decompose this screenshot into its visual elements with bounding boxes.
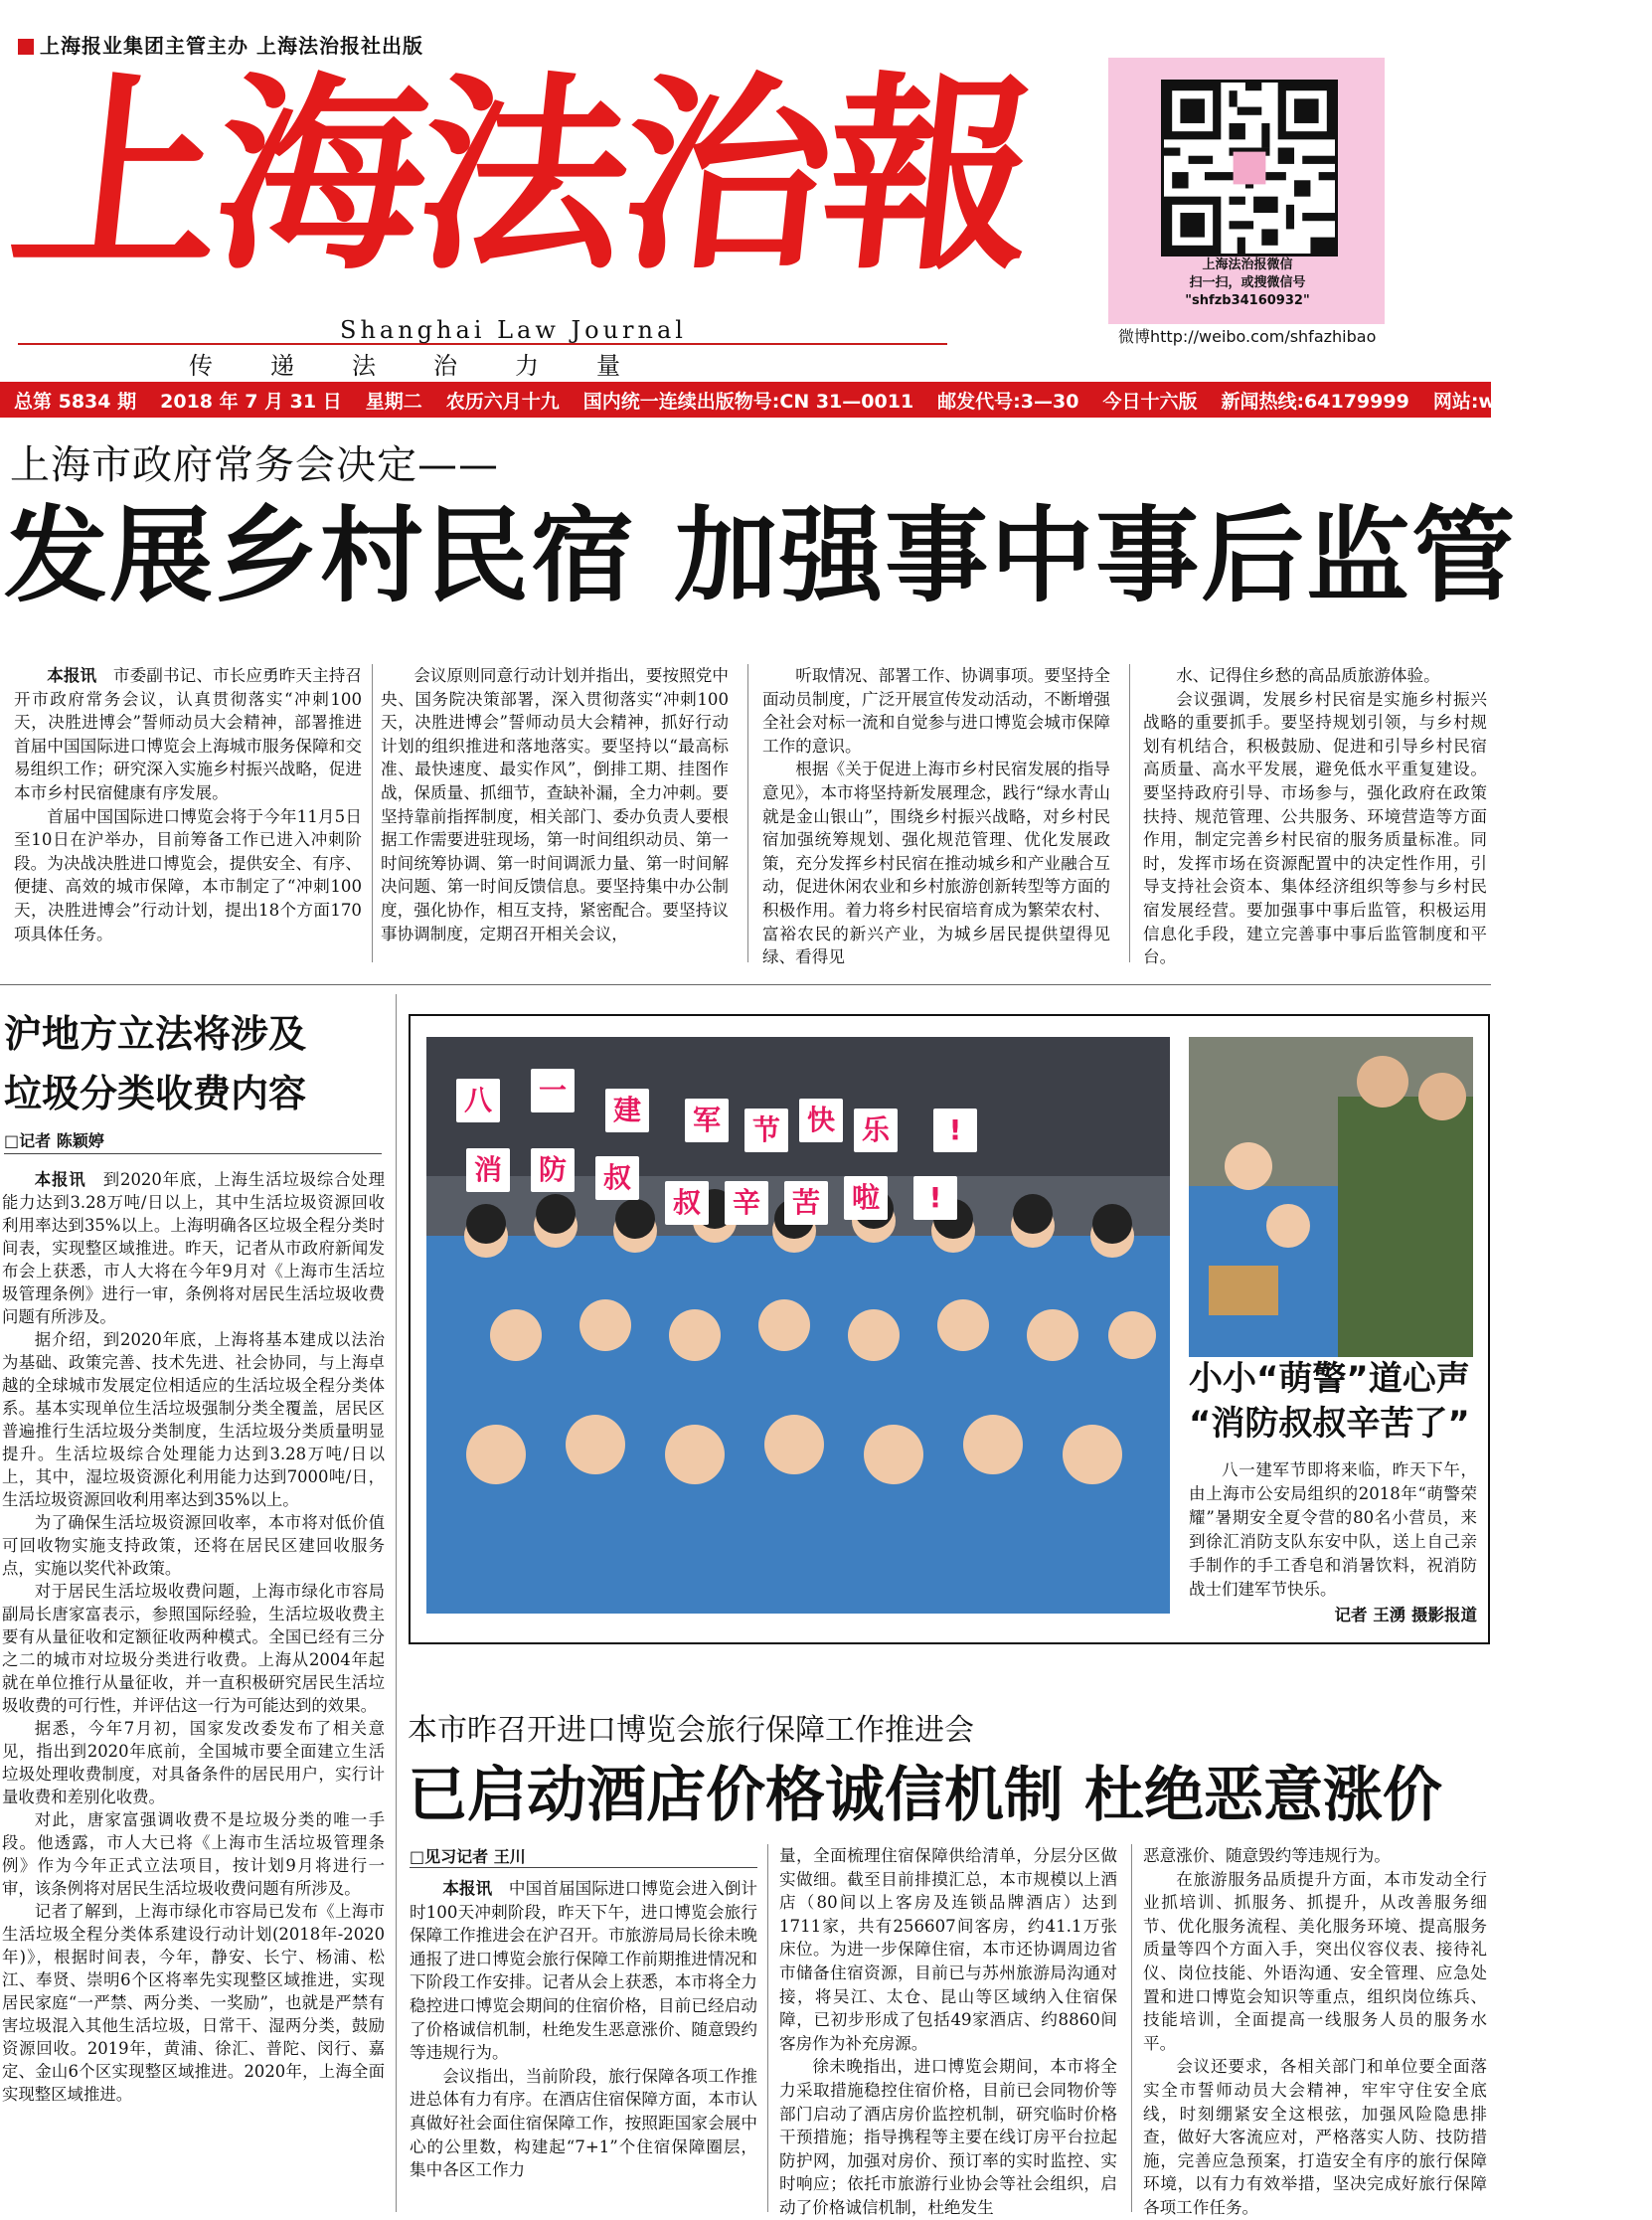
sign-card: 辛 xyxy=(725,1181,768,1225)
photo-caption-headline: 小小“萌警”道心声 “消防叔叔辛苦了” xyxy=(1189,1359,1470,1444)
story2-column-1: 本报讯 中国首届国际进口博览会进入倒计时100天冲刺阶段，昨天下午，进口博览会旅行保障工作推进会在沪召开。市旅游局局长徐未晚通报了进口博览会旅行保障工作前期推进情况和下阶段工作安排。记者从会上获悉，本市将全力稳控进口博览会期间的住宿价格，目前已经启动了价格诚信机制，杜绝发生恶意涨价、随意毁约等违规行为。 会议指出，当前阶段，旅行保障各项工作推进总体有力有序。在酒店住宿保障方面，本市认真做好社会面住宿保障工作，按照距国家会展中心的公里数，构建起“7+1”个住宿保障圈层，集中各区工作力 xyxy=(410,1879,758,2180)
qr-code-icon[interactable] xyxy=(1161,80,1338,256)
sign-card: ! xyxy=(913,1176,957,1220)
sign-card: 建 xyxy=(605,1089,649,1132)
byline-rule xyxy=(410,1867,757,1868)
byline-rule xyxy=(4,1153,382,1154)
masthead: 上海法治報 xyxy=(1,53,1042,298)
side-headline: 沪地方立法将涉及 垃圾分类收费内容 xyxy=(4,1012,307,1115)
sign-card: 消 xyxy=(466,1148,510,1192)
photo-caption-body: 八一建军节即将来临，昨天下午，由上海市公安局组织的2018年“萌警荣耀”暑期安全夏令营的80名小营员，来到徐汇消防支队东安中队，送上自己亲手制作的手工香皂和消暑饮料，祝消防战士们建军节快乐。 记者 王湧 摄影报道 xyxy=(1189,1458,1477,1627)
website[interactable]: 网站:www.jfdaily.com xyxy=(1432,390,1652,413)
cn-number: 国内统一连续出版物号:CN 31—0011 xyxy=(582,390,914,413)
column-rule xyxy=(1131,1844,1132,2212)
post-code: 邮发代号:3—30 xyxy=(937,390,1079,413)
story2-kicker: 本市昨召开进口博览会旅行保障工作推进会 xyxy=(408,1713,974,1748)
column-rule xyxy=(1129,664,1130,962)
story2-headline: 已启动酒店价格诚信机制 杜绝恶意涨价 xyxy=(408,1761,1442,1830)
story2-column-3: 恶意涨价、随意毁约等违规行为。 在旅游服务品质提升方面，本市发动全行业抓培训、抓服务、抓提升，从改善服务细节、优化服务流程、美化服务环境、提高服务质量等四个方面入手，突出仪容仪表、接待礼仪、岗位技能、外语沟通、安全管理、应急处置和进口博览会知识等重点，组织岗位练兵、技能培训，全面提高一线服务人员的服务水平。 会议还要求，各相关部门和单位要全面落实全市誓师动员大会精神，牢牢守住安全底线，时刻绷紧安全这根弦，加强风险隐患排查，做好大客流应对，严格落实人防、技防措施，完善应急预案，打造安全有序的旅行保障环境，以有力有效举措，坚决完成好旅行保障各项工作任务。 xyxy=(1143,1846,1487,2217)
lead-column-3: 听取情况、部署工作、协调事项。要坚持全面动员制度，广泛开展宣传发动活动，不断增强全社会对标一流和自觉参与进口博览会城市保障工作的意识。 根据《关于促进上海市乡村民宿发展的指导意见》，本市将坚持新发展理念，践行“绿水青山就是金山银山”，围绕乡村振兴战略，对乡村民宿加强统筹规划、强化规范管理、优化发展政策，充分发挥乡村民宿在推动城乡和产业融合互动，促进休闲农业和乡村旅游创新转型等方面的积极作用。着力将乡村民宿培育成为繁荣农村、富裕农民的新兴产业，为城乡居民提供望得见绿、看得见 xyxy=(762,666,1110,967)
sign-card: 一 xyxy=(531,1069,575,1112)
weekday: 星期二 xyxy=(365,390,422,413)
sign-card: 啦 xyxy=(844,1176,888,1220)
english-name: Shanghai Law Journal xyxy=(340,316,687,344)
publisher-line: 上海报业集团主管主办 上海法治报社出版 xyxy=(18,30,423,59)
issue-date: 2018 年 7 月 31 日 xyxy=(160,390,342,413)
qr-caption: 上海法治报微信 扫一扫，或搜微信号 "shfzb34160932" xyxy=(1185,257,1310,308)
sign-card: 乐 xyxy=(854,1109,898,1152)
section-divider xyxy=(0,984,1491,985)
lunar-date: 农历六月十九 xyxy=(445,390,560,413)
lead-column-4: 水、记得住乡愁的高品质旅游体验。 会议强调，发展乡村民宿是实施乡村振兴战略的重要抓手。要坚持规划引领，与乡村规划有机结合，积极鼓励、促进和引导乡村民宿高质量、高水平发展，避免低水平重复建设。要坚持政府引导、市场参与，强化政府在政策扶持、规范管理、公共服务、环境营造等方面作用，制定完善乡村民宿的服务质量标准。同时，发挥市场在资源配置中的决定性作用，引导支持社会资本、集体经济组织等参与乡村民宿发展经营。要加强事中事后监管，积极运用信息化手段，建立完善事中事后监管制度和平台。 xyxy=(1143,666,1487,967)
lead-column-1: 本报讯 市委副书记、市长应勇昨天主持召开市政府常务会议，认真贯彻落实“冲刺100天，决胜进博会”誓师动员大会精神，部署推进首届中国国际进口博览会上海城市服务保障和交易组织工作；研究深入实施乡村振兴战略，促进本市乡村民宿健康有序发展。 首届中国国际进口博览会将于今年11月5日至10日在沪举办，目前筹备工作已进入冲刺阶段。为决战决胜进口博览会，提供安全、有序、便捷、高效的城市保障，本市制定了“冲刺100天，决胜进博会”行动计划，提出18个方面170项具体任务。 xyxy=(14,666,363,943)
weibo-link[interactable]: 微博http://weibo.com/shfazhibao xyxy=(1118,327,1377,346)
issue-number: 总第 5834 期 xyxy=(14,390,137,413)
info-bar xyxy=(0,382,1652,418)
sign-card: 八 xyxy=(456,1079,500,1122)
lead-kicker: 上海市政府常务会决定—— xyxy=(10,442,499,488)
news-hotline: 新闻热线:64179999 xyxy=(1221,390,1409,413)
sign-card: 军 xyxy=(685,1099,729,1142)
motto: 传递法治力量 xyxy=(189,352,678,380)
story2-byline: □见习记者 王川 xyxy=(410,1847,526,1866)
lead-column-2: 会议原则同意行动计划并指出，要按照党中央、国务院决策部署，深入贯彻落实“冲刺100天，决胜进博会”誓师动员大会精神，抓好行动计划的组织推进和落地落实。要坚持以“最高标准、最快速度、最实作风”，倒排工期、挂图作战，保质量、抓细节，查缺补漏，全力冲刺。要坚持靠前指挥制度，相关部门、委办负责人要根据工作需要进驻现场，第一时间组织动员、第一时间统筹协调、第一时间调派力量、第一时间解决问题、第一时间反馈信息。要坚持集中办公制度，强化协作，相互支持，紧密配合。要坚持议事协调制度，定期召开相关会议， xyxy=(381,666,729,943)
photo-signs xyxy=(426,1037,1170,1236)
sign-card: 叔 xyxy=(595,1156,639,1200)
side-story-body: 本报讯 到2020年底，上海生活垃圾综合处理能力达到3.28万吨/日以上，其中生活垃圾资源回收利用率达到35%以上。上海明确各区垃圾全程分类时间表，实现整区域推进。昨天，记者从市政府新闻发布会上获悉，市人大将在今年9月对《上海市生活垃圾管理条例》进行一审，条例将对居民生活垃圾收费问题有所涉及。 据介绍，到2020年底，上海将基本建成以法治为基础、政策完善、技术先进、社会协同，与上海卓越的全球城市发展定位相适应的生活垃圾全程分类体系。基本实现单位生活垃圾强制分类全覆盖，居民区普遍推行生活垃圾分类制度，生活垃圾分类质量明显提升。生活垃圾综合处理能力达到3.28万吨/日以上，其中，湿垃圾资源化利用能力达到7000吨/日，生活垃圾资源回收利用率达到35%以上。 为了确保生活垃圾资源回收率，本市将对低价值可回收物实施支持政策，还将在居民区建回收服务点，实施以奖代补政策。 对于居民生活垃圾收费问题，上海市绿化市容局副局长唐家富表示，参照国际经验，生活垃圾收费主要有从量征收和定额征收两种模式。全国已经有三分之二的城市对垃圾分类进行收费。上海从2004年起就在单位推行从量征收，并一直积极研究居民生活垃圾收费的可行性，并评估这一行为可能达到的效果。 据悉，今年7月初，国家发改委发布了相关意见，指出到2020年底前，全国城市要全面建立生活垃圾处理收费制度，对具备条件的居民用户，实行计量收费和差别化收费。 对此，唐家富强调收费不是垃圾分类的唯一手段。他透露，市人大已将《上海市生活垃圾管理条例》作为今年正式立法项目，按计划9月将进行一审，该条例将对居民生活垃圾收费问题有所涉及。 记者了解到，上海市绿化市容局已发布《上海市生活垃圾全程分类体系建设行动计划(2018年-2020年)》，根据时间表，今年，静安、长宁、杨浦、松江、奉贤、崇明6个区将率先实现整区域推进，实现居民家庭“一严禁、两分类、一奖励”，也就是严禁有害垃圾混入其他生活垃圾，日常干、湿两分类，鼓励资源回收。2019年，黄浦、徐汇、普陀、闵行、嘉定、金山6个区实现整区域推进。2020年，上海全面实现整区域推进。 xyxy=(2,1170,385,2104)
column-rule xyxy=(396,994,397,2212)
page-count: 今日十六版 xyxy=(1102,390,1198,413)
lead-headline: 发展乡村民宿 加强事中事后监管 xyxy=(4,495,1518,616)
column-rule xyxy=(767,1844,768,2212)
sign-card: ! xyxy=(933,1109,977,1152)
soldiers-photo[interactable] xyxy=(1189,1037,1473,1357)
sign-card: 苦 xyxy=(784,1181,828,1225)
column-rule xyxy=(747,664,748,962)
sign-card: 节 xyxy=(744,1109,788,1152)
sign-card: 叔 xyxy=(665,1181,709,1225)
side-byline: □记者 陈颖婷 xyxy=(4,1131,104,1150)
column-rule xyxy=(372,664,373,962)
sign-card: 防 xyxy=(531,1148,575,1192)
sign-card: 快 xyxy=(799,1099,843,1142)
story2-column-2: 量，全面梳理住宿保障供给清单，分层分区做实做细。截至目前排摸汇总，本市规模以上酒店（80间以上客房及连锁品牌酒店）达到1711家，共有256607间客房，约41.1万张床位。为进一步保障住宿，本市还协调周边省市储备住宿资源，目前已与苏州旅游局沟通对接，将吴江、太仓、昆山等区域纳入住宿保障，已初步形成了包括49家酒店、约8860间客房作为补充房源。 徐未晚指出，进口博览会期间，本市将全力采取措施稳控住宿价格，目前已会同物价等部门启动了酒店房价监控机制，研究临时价格干预措施；指导携程等主要在线订房平台拉起防护网，加强对房价、预订率的实时监控、实时响应；依托市旅游行业协会等社会组织，启动了价格诚信机制，杜绝发生 xyxy=(779,1846,1117,2217)
photo-credit: 记者 王湧 摄影报道 xyxy=(1334,1606,1477,1624)
